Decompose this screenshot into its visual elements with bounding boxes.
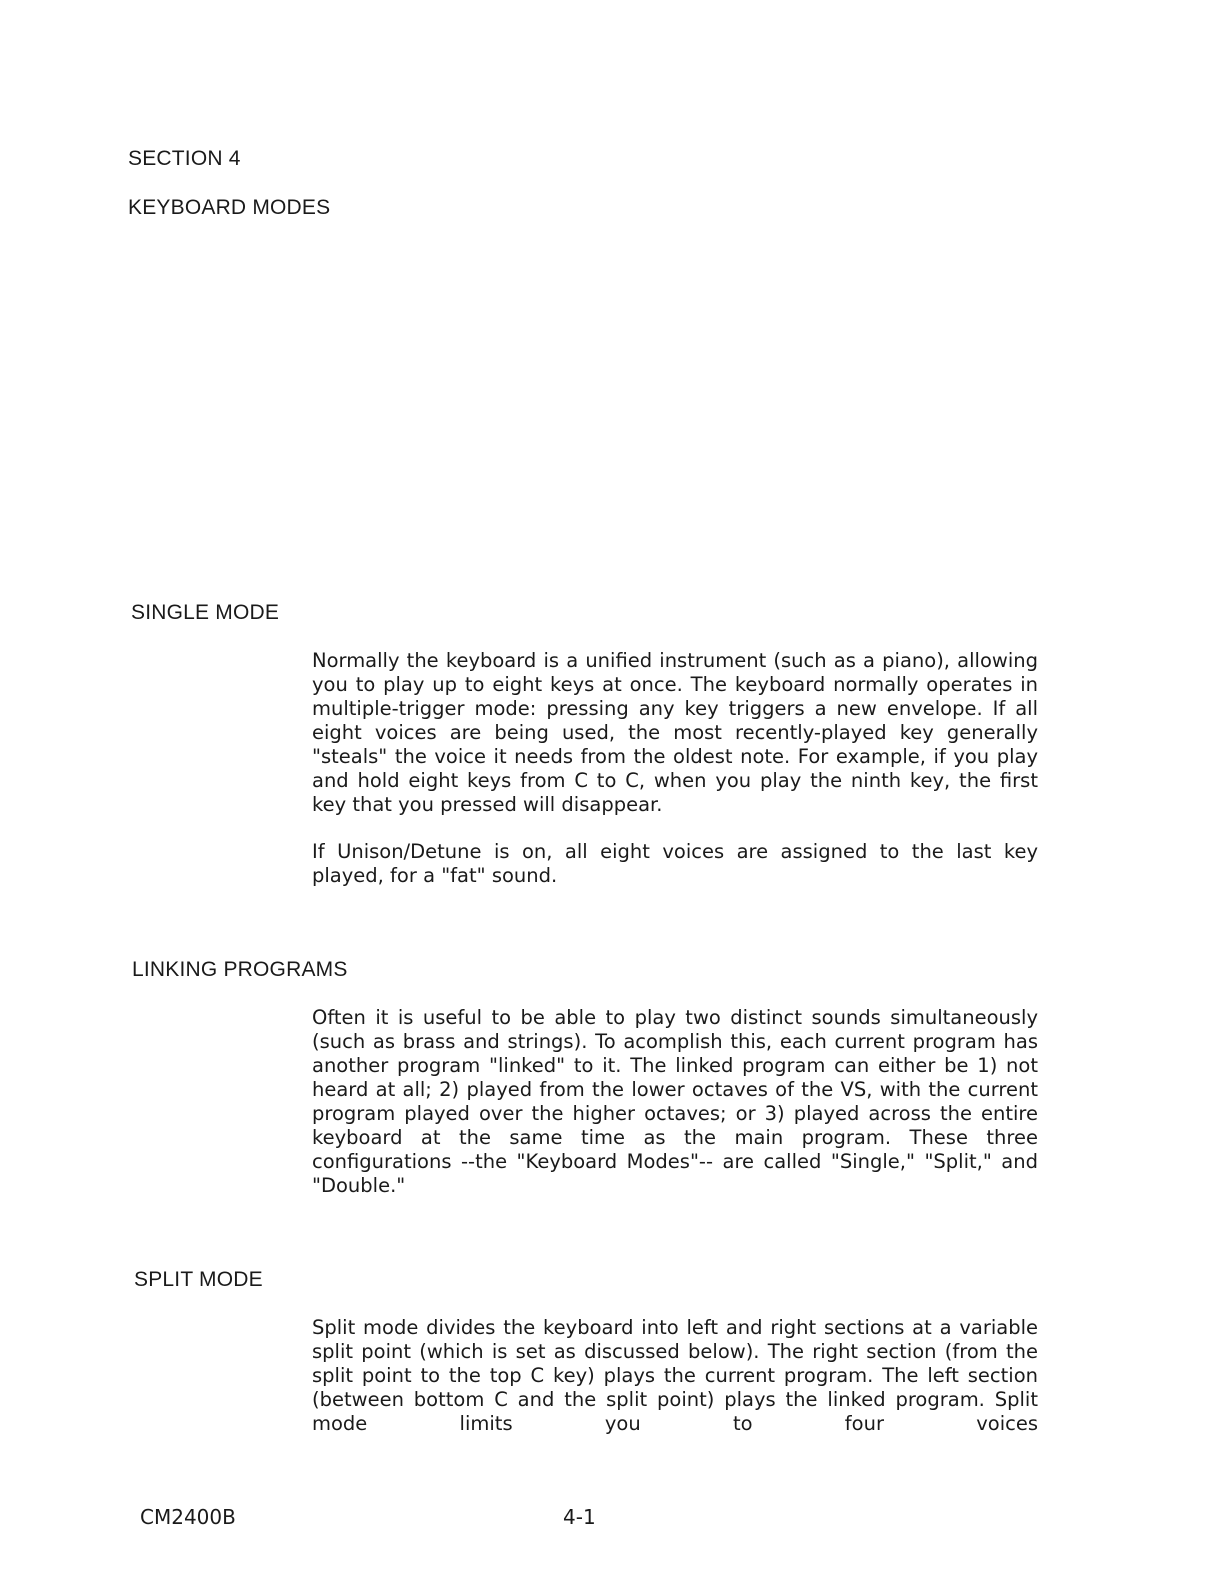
document-code: CM2400B <box>140 1505 236 1529</box>
single-mode-heading: SINGLE MODE <box>131 601 280 624</box>
linking-programs-paragraph: Often it is useful to be able to play two distinct sounds simultaneously (such as brass and strings). To acomplish this, each current program has another program "linked" to it. The linked program can either be 1) not heard at all; 2) played from the lower octaves of the VS, with the current program played over the higher octaves; or 3) played across the entire keyboard at the same time as the main program. These three configurations --the "Keyboard Modes"-- are called "Single," "Split," and "Double." <box>312 1006 1038 1197</box>
single-mode-paragraph-1: Normally the keyboard is a unified instrument (such as a piano), allowing you to play up to eight keys at once. The keyboard normally operates in multiple-trigger mode: pressing any key triggers a new envelope. If all eight voices are being used, the most recently-played key generally "steals" the voice it needs from the oldest note. For example, if you play and hold eight keys from C to C, when you play the ninth key, the first key that you pressed will disappear. <box>312 649 1038 816</box>
paragraph-2-suffix: is on, all eight voices are assigned to the last key played, for a "fat" sound. <box>312 840 1038 887</box>
page-number: 4-1 <box>563 1505 596 1529</box>
split-mode-heading: SPLIT MODE <box>134 1268 263 1291</box>
single-mode-paragraph-2 <box>312 840 1038 888</box>
linking-programs-heading: LINKING PROGRAMS <box>132 958 348 981</box>
section-number: SECTION 4 <box>128 147 241 170</box>
split-mode-paragraph: Split mode divides the keyboard into left and right sections at a variable split point (which is set as discussed below). The right section (from the split point to the top C key) plays the current program. The left section (between bottom C and the split point) plays the linked program. Split mode limits you to four voices <box>312 1316 1038 1435</box>
unison-detune-term: Unison/Detune <box>337 840 482 863</box>
paragraph-2-prefix: If <box>312 840 338 863</box>
section-title: KEYBOARD MODES <box>128 196 331 219</box>
